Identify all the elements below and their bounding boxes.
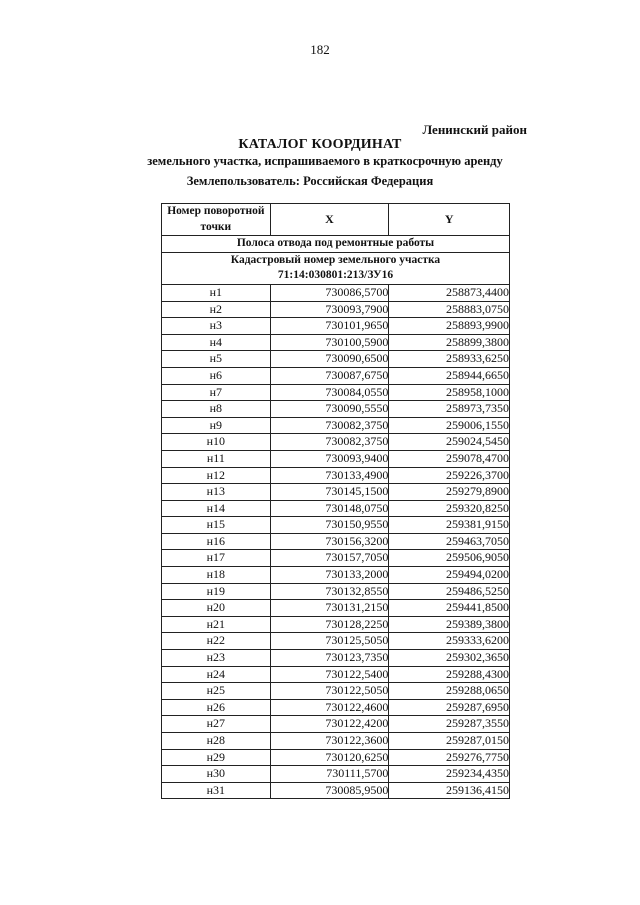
x-cell: 730090,6500 [270, 351, 389, 368]
point-number-cell: н29 [162, 749, 271, 766]
x-cell: 730150,9550 [270, 517, 389, 534]
y-cell: 259302,3650 [389, 650, 510, 667]
y-cell: 259506,9050 [389, 550, 510, 567]
point-number-cell: н31 [162, 782, 271, 799]
x-cell: 730133,2000 [270, 567, 389, 584]
table-row [162, 334, 510, 351]
table-row [162, 517, 510, 534]
table-row [162, 716, 510, 733]
y-cell: 258883,0750 [389, 301, 510, 318]
x-cell: 730122,5400 [270, 666, 389, 683]
y-cell: 259320,8250 [389, 500, 510, 517]
y-cell: 258958,1000 [389, 384, 510, 401]
point-number-cell: н10 [162, 434, 271, 451]
x-cell: 730157,7050 [270, 550, 389, 567]
table-row [162, 417, 510, 434]
table-row [162, 351, 510, 368]
table-row [162, 666, 510, 683]
y-cell: 259024,5450 [389, 434, 510, 451]
header-point-number: Номер поворотной точки [162, 204, 271, 236]
y-cell: 259389,3800 [389, 616, 510, 633]
x-cell: 730125,5050 [270, 633, 389, 650]
point-number-cell: н28 [162, 733, 271, 750]
point-number-cell: н20 [162, 600, 271, 617]
table-row [162, 533, 510, 550]
header-x: X [270, 204, 389, 236]
point-number-cell: н17 [162, 550, 271, 567]
point-number-cell: н7 [162, 384, 271, 401]
x-cell: 730148,0750 [270, 500, 389, 517]
point-number-cell: н4 [162, 334, 271, 351]
table-row [162, 749, 510, 766]
y-cell: 259287,3550 [389, 716, 510, 733]
table-row [162, 583, 510, 600]
point-number-cell: н26 [162, 699, 271, 716]
table-row [162, 616, 510, 633]
y-cell: 259234,4350 [389, 766, 510, 783]
point-number-cell: н27 [162, 716, 271, 733]
x-cell: 730145,1500 [270, 484, 389, 501]
point-number-cell: н8 [162, 401, 271, 418]
x-cell: 730131,2150 [270, 600, 389, 617]
y-cell: 259078,4700 [389, 450, 510, 467]
y-cell: 259287,6950 [389, 699, 510, 716]
table-row [162, 318, 510, 335]
x-cell: 730086,5700 [270, 284, 389, 301]
x-cell: 730133,4900 [270, 467, 389, 484]
table-row [162, 633, 510, 650]
section-title: Полоса отвода под ремонтные работы [162, 236, 510, 253]
point-number-cell: н25 [162, 683, 271, 700]
x-cell: 730100,5900 [270, 334, 389, 351]
y-cell: 259287,0150 [389, 733, 510, 750]
table-row [162, 567, 510, 584]
x-cell: 730093,9400 [270, 450, 389, 467]
table-row [162, 699, 510, 716]
x-cell: 730084,0550 [270, 384, 389, 401]
document-title: КАТАЛОГ КООРДИНАТ [238, 137, 402, 152]
y-cell: 258944,6650 [389, 367, 510, 384]
x-cell: 730111,5700 [270, 766, 389, 783]
table-row [162, 434, 510, 451]
point-number-cell: н19 [162, 583, 271, 600]
y-cell: 259463,7050 [389, 533, 510, 550]
y-cell: 259494,0200 [389, 567, 510, 584]
x-cell: 730122,5050 [270, 683, 389, 700]
x-cell: 730085,9500 [270, 782, 389, 799]
y-cell: 259441,8500 [389, 600, 510, 617]
y-cell: 259279,8900 [389, 484, 510, 501]
y-cell: 259006,1550 [389, 417, 510, 434]
point-number-cell: н5 [162, 351, 271, 368]
x-cell: 730128,2250 [270, 616, 389, 633]
point-number-cell: н1 [162, 284, 271, 301]
land-user-line: Землепользователь: Российская Федерация [186, 174, 434, 188]
y-cell: 258899,3800 [389, 334, 510, 351]
y-cell: 258933,6250 [389, 351, 510, 368]
table-row [162, 284, 510, 301]
table-row [162, 450, 510, 467]
x-cell: 730122,4200 [270, 716, 389, 733]
point-number-cell: н24 [162, 666, 271, 683]
point-number-cell: н2 [162, 301, 271, 318]
y-cell: 259381,9150 [389, 517, 510, 534]
table-row [162, 600, 510, 617]
table-row [162, 550, 510, 567]
y-cell: 258873,4400 [389, 284, 510, 301]
y-cell: 259136,4150 [389, 782, 510, 799]
x-cell: 730132,8550 [270, 583, 389, 600]
cadastral-number: 71:14:030801:213/ЗУ16 [277, 269, 394, 282]
point-number-cell: н9 [162, 417, 271, 434]
point-number-cell: н3 [162, 318, 271, 335]
x-cell: 730087,6750 [270, 367, 389, 384]
page-number: 182 [310, 42, 330, 57]
point-number-cell: н6 [162, 367, 271, 384]
point-number-cell: н18 [162, 567, 271, 584]
y-cell: 258973,7350 [389, 401, 510, 418]
x-cell: 730090,5550 [270, 401, 389, 418]
y-cell: 259226,3700 [389, 467, 510, 484]
x-cell: 730120,6250 [270, 749, 389, 766]
table-row [162, 500, 510, 517]
point-number-cell: н11 [162, 450, 271, 467]
y-cell: 259276,7750 [389, 749, 510, 766]
header-y: Y [389, 204, 510, 236]
table-row [162, 733, 510, 750]
table-row [162, 782, 510, 799]
y-cell: 259288,0650 [389, 683, 510, 700]
table-row [162, 467, 510, 484]
table-row [162, 401, 510, 418]
table-row [162, 484, 510, 501]
point-number-cell: н22 [162, 633, 271, 650]
y-cell: 259333,6200 [389, 633, 510, 650]
document-subtitle: земельного участка, испрашиваемого в краткосрочную аренду [147, 154, 503, 168]
x-cell: 730122,4600 [270, 699, 389, 716]
cadastral-row [162, 252, 510, 284]
table-row [162, 683, 510, 700]
y-cell: 259288,4300 [389, 666, 510, 683]
table-row [162, 650, 510, 667]
y-cell: 258893,9900 [389, 318, 510, 335]
x-cell: 730101,9650 [270, 318, 389, 335]
x-cell: 730123,7350 [270, 650, 389, 667]
table-row [162, 384, 510, 401]
point-number-cell: н30 [162, 766, 271, 783]
point-number-cell: н14 [162, 500, 271, 517]
y-cell: 259486,5250 [389, 583, 510, 600]
table-row [162, 766, 510, 783]
point-number-cell: н23 [162, 650, 271, 667]
x-cell: 730093,7900 [270, 301, 389, 318]
section-row [162, 236, 510, 253]
x-cell: 730122,3600 [270, 733, 389, 750]
district-label: Ленинский район [422, 122, 527, 137]
cadastral-label: Кадастровый номер земельного участка [230, 253, 441, 266]
table-row [162, 367, 510, 384]
x-cell: 730082,3750 [270, 417, 389, 434]
point-number-cell: н21 [162, 616, 271, 633]
coordinates-table [161, 203, 510, 799]
point-number-cell: н16 [162, 533, 271, 550]
x-cell: 730082,3750 [270, 434, 389, 451]
table-row [162, 301, 510, 318]
table-header-row [162, 204, 510, 236]
point-number-cell: н13 [162, 484, 271, 501]
x-cell: 730156,3200 [270, 533, 389, 550]
cadastral-cell [162, 252, 510, 284]
point-number-cell: н12 [162, 467, 271, 484]
point-number-cell: н15 [162, 517, 271, 534]
